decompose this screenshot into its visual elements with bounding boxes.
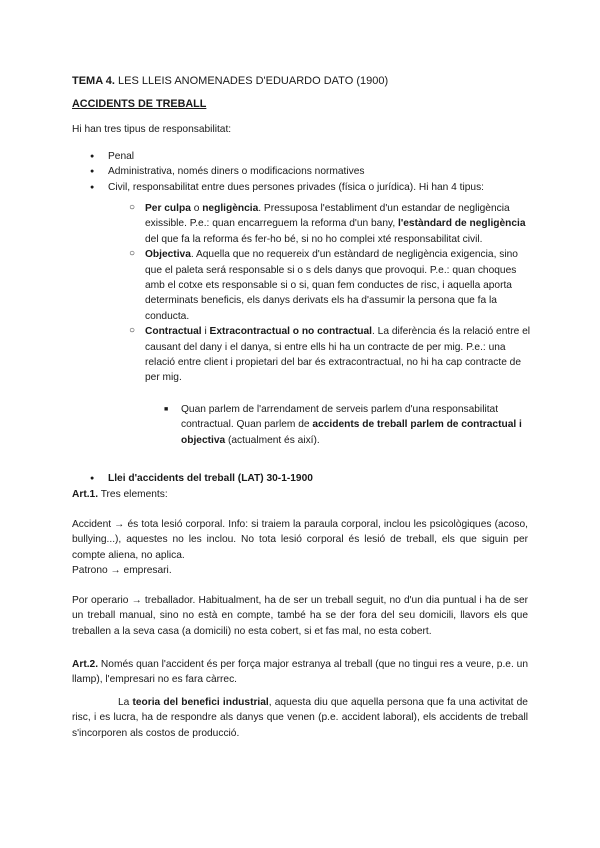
- art2-paragraph: [72, 657, 528, 688]
- bold-text: Extracontractual o no contractual: [209, 326, 373, 338]
- bold-text: Llei d'accidents del treball (LAT) 30-1-1900: [108, 473, 313, 484]
- bold-text: negligència: [202, 203, 259, 214]
- list-item: [181, 402, 526, 448]
- text: . Pressuposa l'establiment d'un estandar de negligència exissible. P.e.: quan encarreguem la reforma d'un bany,: [145, 203, 510, 230]
- bold-text: teoria del benefici industrial: [132, 697, 269, 708]
- bold-text: l'estàndard de negligència: [398, 218, 526, 230]
- list-item: ● Administrativa, només diners o modificacions normatives: [108, 164, 538, 179]
- text: La: [118, 697, 133, 708]
- text: . La diferència és la relació entre el causant del dany i el danya, si entre ells hi ha un contracte de per mig. P.e.: una relació entre client i propietari del bar és extracontractual, no hi ha cap contracte de per mig.: [145, 326, 531, 384]
- text: del que fa la reforma és fer-ho bé, si no ho complei xté responsabilitat civil.: [145, 233, 483, 245]
- document-title: [72, 74, 528, 89]
- text: Només quan l'accident és per força major estranya al treball (que no tingui res a veure, p.e. un llamp), l'empresari no es fara càrrec.: [72, 659, 528, 686]
- text: Tres elements:: [98, 489, 168, 500]
- text: o: [190, 203, 203, 214]
- arrendament-list: [181, 402, 526, 448]
- section-heading: ACCIDENTS DE TREBALL: [72, 98, 207, 110]
- article-label: Art.1.: [72, 489, 99, 500]
- title-text: LES LLEIS ANOMENADES D'EDUARDO DATO (1900): [115, 75, 389, 87]
- accident-paragraph: Accident → és tota lesió corporal. Info: si traiem la paraula corporal, inclou les psicològiques (acoso, bullying...), aquestes no les inclou. No tota lesió corporal és lesió de treball, els que siguin per compte aliena, no aplica.: [72, 519, 528, 561]
- list-item: ● Penal: [108, 149, 538, 164]
- lat-heading: [108, 471, 528, 486]
- text: , aquesta diu que aquella persona que fa una activitat de risc, i es lucra, ha de respondre als danys que venen (p.e. accident laboral), els accidents de treball s'incorporen als costos de producció.: [72, 697, 528, 739]
- lat-list: [108, 471, 528, 486]
- civil-types-list: [145, 201, 530, 386]
- civil-type-culpa: [145, 201, 530, 247]
- title-prefix: TEMA 4.: [72, 75, 115, 87]
- bold-text: accidents de treball parlem de contractual i objectiva: [181, 419, 522, 446]
- bold-text: Per culpa: [145, 203, 191, 214]
- responsibility-types-list: [108, 149, 538, 195]
- list-item: ● Civil, responsabilitat entre dues persones privades (física o jurídica). Hi han 4 tipus:: [108, 180, 538, 195]
- civil-type-objectiva: [145, 247, 530, 324]
- intro-paragraph: Hi han tres tipus de responsabilitat:: [72, 124, 232, 135]
- bold-text: Contractual: [145, 326, 202, 338]
- civil-type-contractual: [145, 324, 530, 386]
- text: Quan parlem de l'arrendament de serveis parlem d'una responsabilitat contractual. Quan parlem de: [181, 404, 499, 431]
- article-label: Art.2.: [72, 659, 99, 670]
- text: (actualment és així).: [225, 434, 320, 446]
- text: . Aquella que no requereix d'un estàndard de negligència exigencia, sino que el paleta será responsable si o s dels danys que provoqui. P.e.: quan choques amb el cotxe ets responsable si o si, quan fem conductes de risc, i aquella aporta determinats beneficis, els danys derivats els ha d'assumir la persona que fa la conducta.: [145, 249, 518, 322]
- art1-paragraph: [72, 487, 528, 502]
- patrono-paragraph: Patrono → empresari.: [72, 565, 172, 576]
- teoria-paragraph: [72, 695, 528, 741]
- operario-paragraph: Por operario → treballador. Habitualment, ha de ser un treball seguit, no d'un dia puntual i ha de ser un treball manual, sino no està en compte, també ha se der fora del seu domicili, llavors els que treballen a la seva casa (a domicili) no esta cobert, si et fas mal, no esta cobert.: [72, 595, 528, 637]
- bold-text: Objectiva: [145, 249, 191, 261]
- text: i: [201, 326, 210, 338]
